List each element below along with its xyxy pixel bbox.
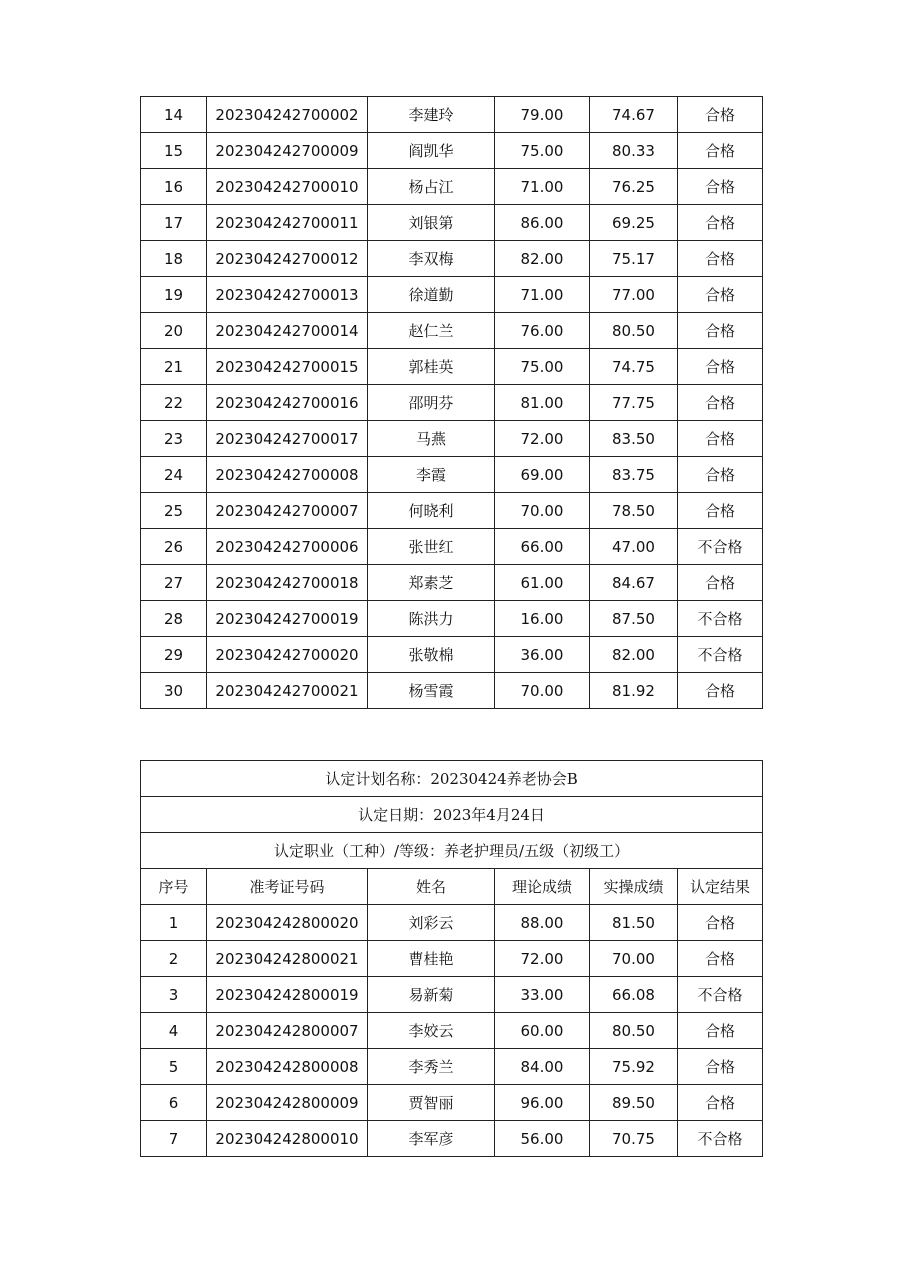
- table-row: [141, 349, 763, 385]
- exam-id-cell: 202304242800008: [207, 1049, 368, 1085]
- seq-cell: 5: [141, 1049, 207, 1085]
- name-cell: 徐道勤: [368, 277, 495, 313]
- seq-cell: 30: [141, 673, 207, 709]
- exam-id-cell: 202304242700010: [207, 169, 368, 205]
- name-cell: 刘银第: [368, 205, 495, 241]
- exam-id-cell: 202304242700017: [207, 421, 368, 457]
- theory-score-cell: 16.00: [495, 601, 590, 637]
- plan-name-row: [141, 761, 763, 797]
- name-cell: 李霞: [368, 457, 495, 493]
- table-row: [141, 977, 763, 1013]
- exam-id-cell: 202304242700013: [207, 277, 368, 313]
- header-cell: 序号: [141, 869, 207, 905]
- seq-cell: 22: [141, 385, 207, 421]
- result-cell: 合格: [678, 1049, 763, 1085]
- practical-score-cell: 77.75: [590, 385, 678, 421]
- header-cell: 姓名: [368, 869, 495, 905]
- name-cell: 贾智丽: [368, 1085, 495, 1121]
- seq-cell: 21: [141, 349, 207, 385]
- exam-id-cell: 202304242800007: [207, 1013, 368, 1049]
- seq-cell: 28: [141, 601, 207, 637]
- result-cell: 合格: [678, 493, 763, 529]
- practical-score-cell: 66.08: [590, 977, 678, 1013]
- exam-id-cell: 202304242700015: [207, 349, 368, 385]
- exam-id-cell: 202304242700018: [207, 565, 368, 601]
- seq-cell: 7: [141, 1121, 207, 1157]
- header-cell: 实操成绩: [590, 869, 678, 905]
- result-cell: 合格: [678, 1085, 763, 1121]
- table-row: [141, 493, 763, 529]
- theory-score-cell: 72.00: [495, 941, 590, 977]
- name-cell: 杨雪霞: [368, 673, 495, 709]
- table-row: [141, 133, 763, 169]
- seq-cell: 18: [141, 241, 207, 277]
- name-cell: 张世红: [368, 529, 495, 565]
- result-cell: 不合格: [678, 977, 763, 1013]
- table-row: [141, 241, 763, 277]
- seq-cell: 25: [141, 493, 207, 529]
- theory-score-cell: 71.00: [495, 277, 590, 313]
- name-cell: 何晓利: [368, 493, 495, 529]
- exam-id-cell: 202304242700002: [207, 97, 368, 133]
- practical-score-cell: 82.00: [590, 637, 678, 673]
- theory-score-cell: 70.00: [495, 673, 590, 709]
- practical-score-cell: 75.92: [590, 1049, 678, 1085]
- result-cell: 不合格: [678, 529, 763, 565]
- name-cell: 李双梅: [368, 241, 495, 277]
- exam-id-cell: 202304242700014: [207, 313, 368, 349]
- theory-score-cell: 79.00: [495, 97, 590, 133]
- name-cell: 张敬棉: [368, 637, 495, 673]
- result-cell: 合格: [678, 565, 763, 601]
- theory-score-cell: 84.00: [495, 1049, 590, 1085]
- theory-score-cell: 70.00: [495, 493, 590, 529]
- header-cell: 理论成绩: [495, 869, 590, 905]
- name-cell: 陈洪力: [368, 601, 495, 637]
- results-table-continued: [140, 96, 763, 709]
- assessment-date: 认定日期：2023年4月24日: [141, 797, 763, 833]
- theory-score-cell: 72.00: [495, 421, 590, 457]
- seq-cell: 1: [141, 905, 207, 941]
- theory-score-cell: 56.00: [495, 1121, 590, 1157]
- practical-score-cell: 74.75: [590, 349, 678, 385]
- theory-score-cell: 82.00: [495, 241, 590, 277]
- result-cell: 不合格: [678, 1121, 763, 1157]
- practical-score-cell: 80.33: [590, 133, 678, 169]
- header-cell: 认定结果: [678, 869, 763, 905]
- table-row: [141, 421, 763, 457]
- table-row: [141, 1013, 763, 1049]
- header-cell: 准考证号码: [207, 869, 368, 905]
- plan-name: 认定计划名称：20230424养老协会B: [141, 761, 763, 797]
- theory-score-cell: 33.00: [495, 977, 590, 1013]
- practical-score-cell: 47.00: [590, 529, 678, 565]
- name-cell: 赵仁兰: [368, 313, 495, 349]
- table-row: [141, 529, 763, 565]
- table-row: [141, 941, 763, 977]
- result-cell: 合格: [678, 241, 763, 277]
- result-cell: 不合格: [678, 601, 763, 637]
- exam-id-cell: 202304242700020: [207, 637, 368, 673]
- exam-id-cell: 202304242700019: [207, 601, 368, 637]
- result-cell: 合格: [678, 313, 763, 349]
- table-row: [141, 97, 763, 133]
- name-cell: 李姣云: [368, 1013, 495, 1049]
- practical-score-cell: 80.50: [590, 313, 678, 349]
- exam-id-cell: 202304242700008: [207, 457, 368, 493]
- practical-score-cell: 83.75: [590, 457, 678, 493]
- result-cell: 合格: [678, 421, 763, 457]
- practical-score-cell: 81.92: [590, 673, 678, 709]
- result-cell: 合格: [678, 905, 763, 941]
- name-cell: 阎凯华: [368, 133, 495, 169]
- table-row: [141, 313, 763, 349]
- exam-id-cell: 202304242800009: [207, 1085, 368, 1121]
- practical-score-cell: 78.50: [590, 493, 678, 529]
- result-cell: 不合格: [678, 637, 763, 673]
- date-row: [141, 797, 763, 833]
- name-cell: 李秀兰: [368, 1049, 495, 1085]
- seq-cell: 4: [141, 1013, 207, 1049]
- practical-score-cell: 80.50: [590, 1013, 678, 1049]
- seq-cell: 27: [141, 565, 207, 601]
- theory-score-cell: 75.00: [495, 133, 590, 169]
- table-row: [141, 637, 763, 673]
- table-row: [141, 385, 763, 421]
- table-row: [141, 905, 763, 941]
- result-cell: 合格: [678, 169, 763, 205]
- theory-score-cell: 36.00: [495, 637, 590, 673]
- seq-cell: 26: [141, 529, 207, 565]
- theory-score-cell: 61.00: [495, 565, 590, 601]
- table-row: [141, 457, 763, 493]
- exam-id-cell: 202304242700011: [207, 205, 368, 241]
- table-row: [141, 565, 763, 601]
- exam-id-cell: 202304242700012: [207, 241, 368, 277]
- exam-id-cell: 202304242800019: [207, 977, 368, 1013]
- seq-cell: 17: [141, 205, 207, 241]
- name-cell: 邵明芬: [368, 385, 495, 421]
- table-row: [141, 601, 763, 637]
- practical-score-cell: 69.25: [590, 205, 678, 241]
- name-cell: 杨占江: [368, 169, 495, 205]
- table-row: [141, 1049, 763, 1085]
- table-row: [141, 673, 763, 709]
- name-cell: 李军彦: [368, 1121, 495, 1157]
- practical-score-cell: 83.50: [590, 421, 678, 457]
- practical-score-cell: 89.50: [590, 1085, 678, 1121]
- name-cell: 曹桂艳: [368, 941, 495, 977]
- seq-cell: 14: [141, 97, 207, 133]
- table-row: [141, 169, 763, 205]
- theory-score-cell: 86.00: [495, 205, 590, 241]
- seq-cell: 2: [141, 941, 207, 977]
- practical-score-cell: 81.50: [590, 905, 678, 941]
- practical-score-cell: 77.00: [590, 277, 678, 313]
- seq-cell: 23: [141, 421, 207, 457]
- theory-score-cell: 71.00: [495, 169, 590, 205]
- result-cell: 合格: [678, 349, 763, 385]
- theory-score-cell: 81.00: [495, 385, 590, 421]
- practical-score-cell: 70.75: [590, 1121, 678, 1157]
- theory-score-cell: 66.00: [495, 529, 590, 565]
- result-cell: 合格: [678, 97, 763, 133]
- exam-id-cell: 202304242700016: [207, 385, 368, 421]
- exam-id-cell: 202304242700007: [207, 493, 368, 529]
- name-cell: 易新菊: [368, 977, 495, 1013]
- result-cell: 合格: [678, 941, 763, 977]
- name-cell: 郭桂英: [368, 349, 495, 385]
- practical-score-cell: 75.17: [590, 241, 678, 277]
- occupation-level: 认定职业（工种）/等级：养老护理员/五级（初级工）: [141, 833, 763, 869]
- result-cell: 合格: [678, 673, 763, 709]
- result-cell: 合格: [678, 205, 763, 241]
- exam-id-cell: 202304242700009: [207, 133, 368, 169]
- theory-score-cell: 75.00: [495, 349, 590, 385]
- practical-score-cell: 74.67: [590, 97, 678, 133]
- table-row: [141, 1085, 763, 1121]
- name-cell: 刘彩云: [368, 905, 495, 941]
- seq-cell: 19: [141, 277, 207, 313]
- header-row: [141, 869, 763, 905]
- practical-score-cell: 70.00: [590, 941, 678, 977]
- results-table-plan-b: [140, 760, 763, 1157]
- theory-score-cell: 69.00: [495, 457, 590, 493]
- theory-score-cell: 76.00: [495, 313, 590, 349]
- result-cell: 合格: [678, 133, 763, 169]
- practical-score-cell: 84.67: [590, 565, 678, 601]
- theory-score-cell: 96.00: [495, 1085, 590, 1121]
- result-cell: 合格: [678, 1013, 763, 1049]
- result-cell: 合格: [678, 277, 763, 313]
- results-table-plan-b-body: [141, 761, 763, 1157]
- exam-id-cell: 202304242800010: [207, 1121, 368, 1157]
- seq-cell: 16: [141, 169, 207, 205]
- practical-score-cell: 76.25: [590, 169, 678, 205]
- seq-cell: 24: [141, 457, 207, 493]
- practical-score-cell: 87.50: [590, 601, 678, 637]
- theory-score-cell: 60.00: [495, 1013, 590, 1049]
- exam-id-cell: 202304242800020: [207, 905, 368, 941]
- result-cell: 合格: [678, 457, 763, 493]
- seq-cell: 3: [141, 977, 207, 1013]
- result-cell: 合格: [678, 385, 763, 421]
- exam-id-cell: 202304242700006: [207, 529, 368, 565]
- name-cell: 马燕: [368, 421, 495, 457]
- exam-id-cell: 202304242800021: [207, 941, 368, 977]
- table-row: [141, 277, 763, 313]
- results-table-body: [141, 97, 763, 709]
- exam-id-cell: 202304242700021: [207, 673, 368, 709]
- seq-cell: 29: [141, 637, 207, 673]
- seq-cell: 6: [141, 1085, 207, 1121]
- name-cell: 郑素芝: [368, 565, 495, 601]
- seq-cell: 15: [141, 133, 207, 169]
- seq-cell: 20: [141, 313, 207, 349]
- table-row: [141, 1121, 763, 1157]
- theory-score-cell: 88.00: [495, 905, 590, 941]
- name-cell: 李建玲: [368, 97, 495, 133]
- table-row: [141, 205, 763, 241]
- occupation-row: [141, 833, 763, 869]
